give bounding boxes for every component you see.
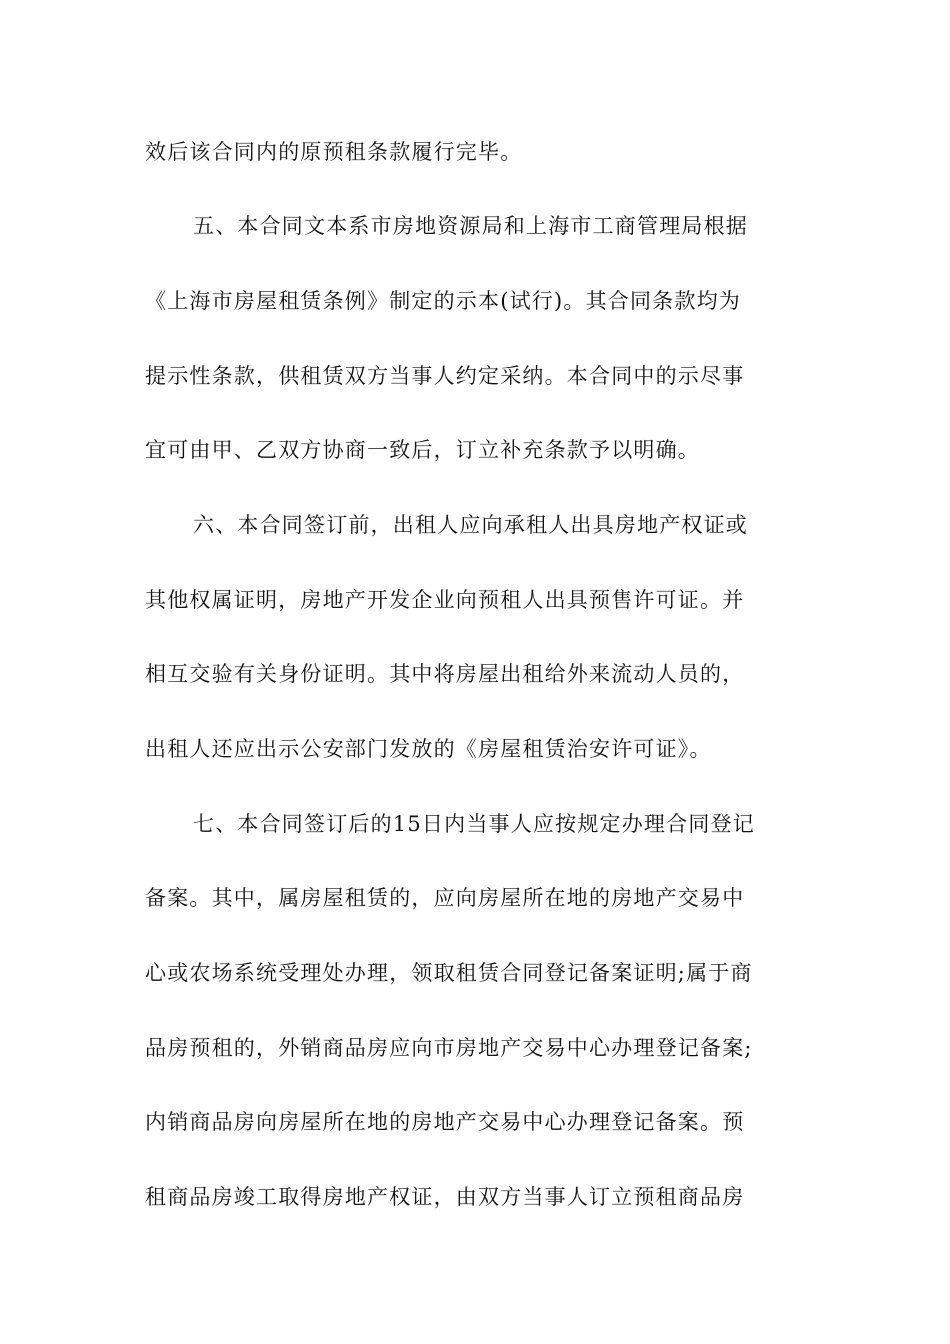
text-line-1: 效后该合同内的原预租条款履行完毕。 [145, 140, 523, 164]
text-line-8: 相互交验有关身份证明。其中将房屋出租给外来流动人员的， [145, 662, 745, 686]
text-line-10-clause-7: 七、本合同签订后的15日内当事人应按规定办理合同登记 [193, 812, 755, 836]
text-line-4: 提示性条款，供租赁双方当事人约定采纳。本合同中的示尽事 [145, 364, 745, 388]
text-line-2-clause-5: 五、本合同文本系市房地资源局和上海市工商管理局根据 [193, 214, 748, 238]
text-line-11: 备案。其中，属房屋租赁的，应向房屋所在地的房地产交易中 [145, 886, 745, 910]
text-line-7: 其他权属证明，房地产开发企业向预租人出具预售许可证。并 [145, 588, 745, 612]
text-line-13: 品房预租的，外销商品房应向市房地产交易中心办理登记备案; [145, 1036, 753, 1060]
text-line-3: 《上海市房屋租赁条例》制定的示本(试行)。其合同条款均为 [145, 289, 741, 313]
text-line-9: 出租人还应出示公安部门发放的《房屋租赁治安许可证》。 [145, 737, 712, 761]
text-line-6-clause-6: 六、本合同签订前，出租人应向承租人出具房地产权证或 [193, 513, 748, 537]
text-line-12: 心或农场系统受理处办理，领取租赁合同登记备案证明;属于商 [145, 961, 753, 985]
text-line-14: 内销商品房向房屋所在地的房地产交易中心办理登记备案。预 [145, 1110, 745, 1134]
text-line-5: 宜可由甲、乙双方协商一致后，订立补充条款予以明确。 [145, 438, 700, 462]
text-line-15: 租商品房竣工取得房地产权证，由双方当事人订立预租商品房 [145, 1185, 745, 1209]
